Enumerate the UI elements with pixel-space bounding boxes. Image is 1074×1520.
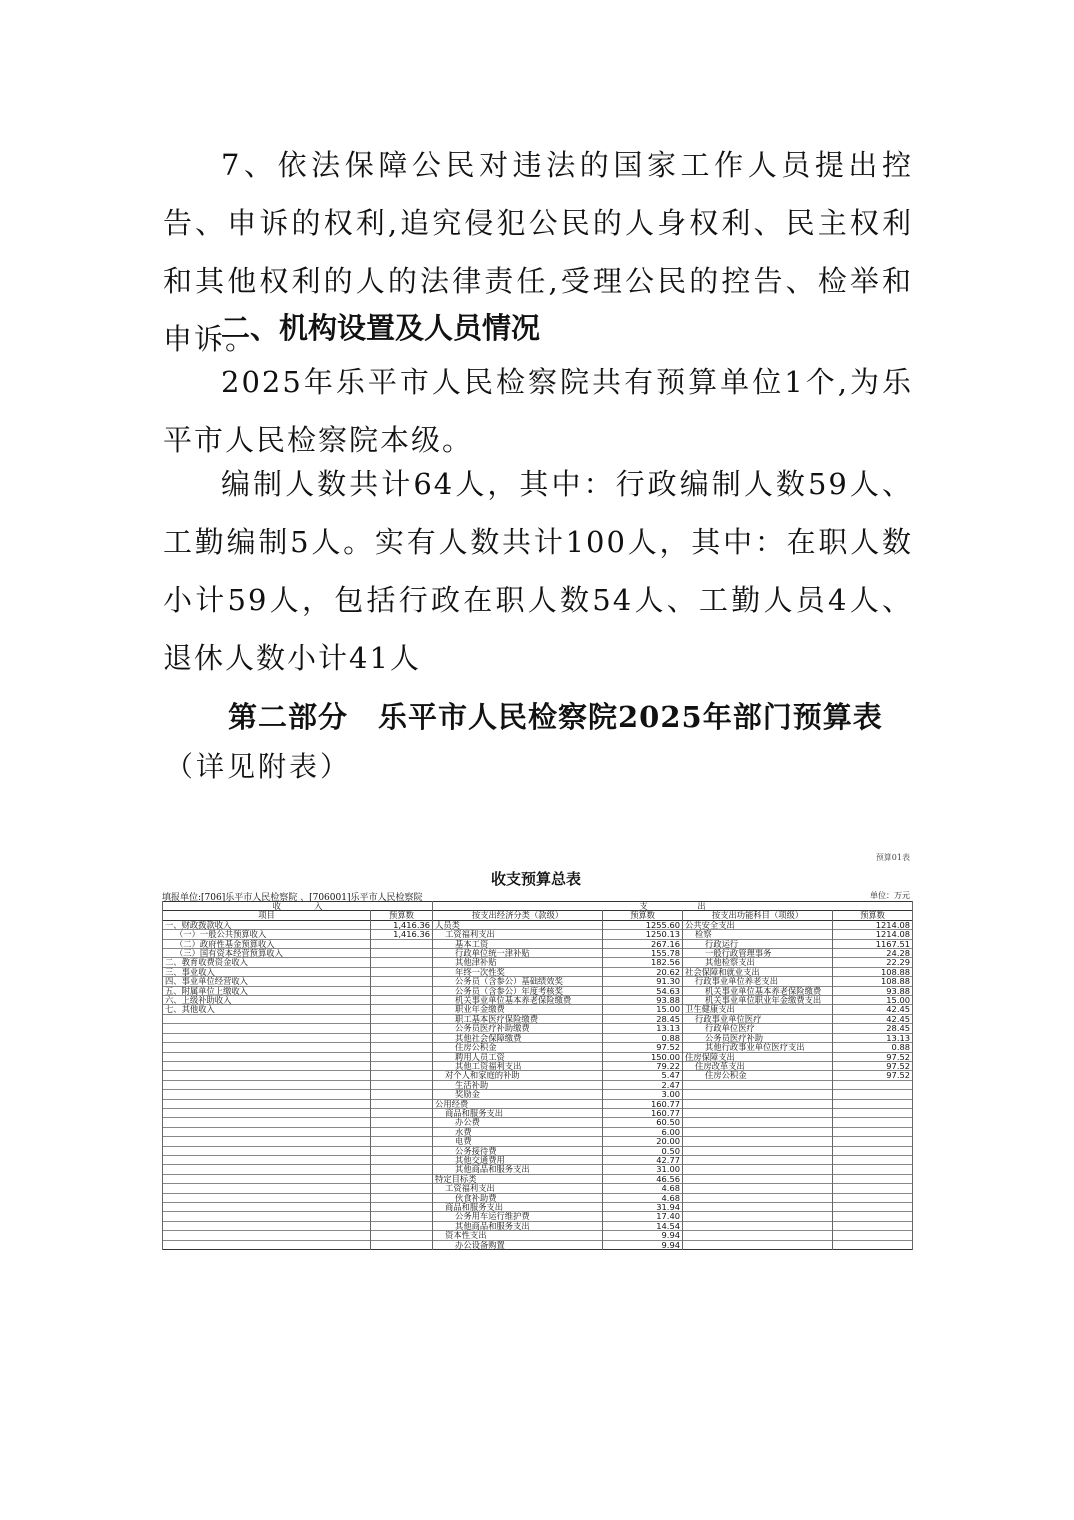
income-amount-cell bbox=[371, 1240, 433, 1249]
table-row bbox=[163, 1061, 913, 1070]
income-item-cell bbox=[163, 1080, 371, 1089]
func-class-cell: 公共安全支出 bbox=[683, 920, 833, 929]
func-amount-cell bbox=[833, 1231, 913, 1240]
econ-class-cell: 公务用车运行维护费 bbox=[433, 1212, 603, 1221]
income-amount-cell bbox=[371, 1155, 433, 1164]
income-item-cell bbox=[163, 1043, 371, 1052]
table-row bbox=[163, 1043, 913, 1052]
income-item-cell: 五、附属单位上缴收入 bbox=[163, 986, 371, 995]
table-row bbox=[163, 1099, 913, 1108]
econ-amount-cell: 42.77 bbox=[603, 1155, 683, 1164]
func-amount-cell bbox=[833, 1099, 913, 1108]
econ-class-cell: 资本性支出 bbox=[433, 1231, 603, 1240]
func-amount-cell: 0.88 bbox=[833, 1043, 913, 1052]
table-row bbox=[163, 1033, 913, 1042]
func-amount-cell bbox=[833, 1193, 913, 1202]
func-amount-cell: 13.13 bbox=[833, 1033, 913, 1042]
econ-class-cell: 行政单位统一津补贴 bbox=[433, 949, 603, 958]
econ-class-cell: 其他社会保障缴费 bbox=[433, 1033, 603, 1042]
func-class-cell: 检察 bbox=[683, 930, 833, 939]
econ-class-cell: 特定目标类 bbox=[433, 1174, 603, 1183]
econ-class-cell: 伙食补助费 bbox=[433, 1193, 603, 1202]
income-amount-cell bbox=[371, 1212, 433, 1221]
header-func-amount: 预算数 bbox=[833, 911, 913, 920]
func-amount-cell: 97.52 bbox=[833, 1061, 913, 1070]
func-amount-cell: 1214.08 bbox=[833, 930, 913, 939]
econ-class-cell: 职业年金缴费 bbox=[433, 1005, 603, 1014]
func-amount-cell: 97.52 bbox=[833, 1071, 913, 1080]
econ-class-cell: 电费 bbox=[433, 1137, 603, 1146]
econ-class-cell: 奖励金 bbox=[433, 1090, 603, 1099]
econ-amount-cell: 28.45 bbox=[603, 1014, 683, 1023]
func-amount-cell: 15.00 bbox=[833, 996, 913, 1005]
income-item-cell bbox=[163, 1033, 371, 1042]
func-class-cell: 机关事业单位职业年金缴费支出 bbox=[683, 996, 833, 1005]
func-amount-cell: 1214.08 bbox=[833, 920, 913, 929]
econ-amount-cell: 60.50 bbox=[603, 1118, 683, 1127]
table-row bbox=[163, 1014, 913, 1023]
econ-class-cell: 机关事业单位基本养老保险缴费 bbox=[433, 996, 603, 1005]
func-amount-cell bbox=[833, 1127, 913, 1136]
econ-class-cell: 生活补助 bbox=[433, 1080, 603, 1089]
income-amount-cell bbox=[371, 958, 433, 967]
func-class-cell bbox=[683, 1127, 833, 1136]
table-row bbox=[163, 1052, 913, 1061]
income-item-cell bbox=[163, 1099, 371, 1108]
econ-amount-cell: 3.00 bbox=[603, 1090, 683, 1099]
func-class-cell bbox=[683, 1212, 833, 1221]
part-two-title: 第二部分 乐平市人民检察院2025年部门预算表 bbox=[228, 700, 883, 734]
econ-class-cell: 对个人和家庭的补助 bbox=[433, 1071, 603, 1080]
income-item-cell: 三、事业收入 bbox=[163, 967, 371, 976]
table-row bbox=[163, 1193, 913, 1202]
table-title: 收支预算总表 bbox=[490, 870, 581, 888]
func-amount-cell bbox=[833, 1184, 913, 1193]
func-class-cell: 公务员医疗补助 bbox=[683, 1033, 833, 1042]
func-class-cell: 行政事业单位医疗 bbox=[683, 1014, 833, 1023]
econ-class-cell: 商品和服务支出 bbox=[433, 1108, 603, 1117]
econ-class-cell: 住房公积金 bbox=[433, 1043, 603, 1052]
econ-class-cell: 水费 bbox=[433, 1127, 603, 1136]
income-amount-cell bbox=[371, 1052, 433, 1061]
table-row bbox=[163, 1137, 913, 1146]
func-amount-cell: 24.28 bbox=[833, 949, 913, 958]
econ-amount-cell: 182.56 bbox=[603, 958, 683, 967]
econ-class-cell: 办公设备购置 bbox=[433, 1240, 603, 1249]
income-item-cell bbox=[163, 1127, 371, 1136]
income-amount-cell bbox=[371, 986, 433, 995]
func-class-cell: 其他检察支出 bbox=[683, 958, 833, 967]
func-class-cell bbox=[683, 1184, 833, 1193]
income-item-cell bbox=[163, 1052, 371, 1061]
econ-class-cell: 基本工资 bbox=[433, 939, 603, 948]
table-code: 预算01表 bbox=[875, 853, 910, 862]
econ-amount-cell: 13.13 bbox=[603, 1024, 683, 1033]
func-amount-cell bbox=[833, 1137, 913, 1146]
func-amount-cell bbox=[833, 1108, 913, 1117]
table-row bbox=[163, 1231, 913, 1240]
paragraph-item-7: 7、依法保障公民对违法的国家工作人员提出控告、申诉的权利,追究侵犯公民的人身权利、民主权利和其他权利的人的法律责任,受理公民的控告、检举和申诉。 bbox=[163, 148, 913, 356]
table-org: 填报单位:[706]乐平市人民检察院 、[706001]乐平市人民检察院 bbox=[162, 893, 423, 903]
budget-summary-table bbox=[162, 901, 913, 1250]
income-item-cell: 一、财政拨款收入 bbox=[163, 920, 371, 929]
income-amount-cell bbox=[371, 1174, 433, 1183]
income-amount-cell bbox=[371, 1108, 433, 1117]
income-item-cell bbox=[163, 1203, 371, 1212]
func-amount-cell bbox=[833, 1090, 913, 1099]
income-amount-cell bbox=[371, 1184, 433, 1193]
econ-amount-cell: 20.62 bbox=[603, 967, 683, 976]
table-group-header-row bbox=[163, 902, 913, 911]
table-row bbox=[163, 1090, 913, 1099]
table-row bbox=[163, 1203, 913, 1212]
income-amount-cell bbox=[371, 1080, 433, 1089]
econ-amount-cell: 2.47 bbox=[603, 1080, 683, 1089]
income-amount-cell bbox=[371, 1231, 433, 1240]
income-item-cell: （一）一般公共预算收入 bbox=[163, 930, 371, 939]
income-item-cell bbox=[163, 1212, 371, 1221]
econ-amount-cell: 54.63 bbox=[603, 986, 683, 995]
income-amount-cell bbox=[371, 1165, 433, 1174]
income-item-cell bbox=[163, 1090, 371, 1099]
func-class-cell bbox=[683, 1221, 833, 1230]
econ-class-cell: 公用经费 bbox=[433, 1099, 603, 1108]
econ-class-cell: 公务员医疗补助缴费 bbox=[433, 1024, 603, 1033]
income-amount-cell bbox=[371, 996, 433, 1005]
func-class-cell bbox=[683, 1155, 833, 1164]
econ-class-cell: 聘用人员工资 bbox=[433, 1052, 603, 1061]
econ-amount-cell: 0.88 bbox=[603, 1033, 683, 1042]
income-amount-cell bbox=[371, 1221, 433, 1230]
econ-amount-cell: 150.00 bbox=[603, 1052, 683, 1061]
econ-amount-cell: 31.00 bbox=[603, 1165, 683, 1174]
func-amount-cell bbox=[833, 1165, 913, 1174]
income-item-cell bbox=[163, 1184, 371, 1193]
econ-class-cell: 工资福利支出 bbox=[433, 1184, 603, 1193]
func-class-cell bbox=[683, 1231, 833, 1240]
income-item-cell: 六、上级补助收入 bbox=[163, 996, 371, 1005]
income-item-cell bbox=[163, 1024, 371, 1033]
econ-amount-cell: 91.30 bbox=[603, 977, 683, 986]
table-row bbox=[163, 1118, 913, 1127]
income-item-cell: 七、其他收入 bbox=[163, 1005, 371, 1014]
econ-amount-cell: 5.47 bbox=[603, 1071, 683, 1080]
econ-amount-cell: 160.77 bbox=[603, 1108, 683, 1117]
econ-amount-cell: 267.16 bbox=[603, 939, 683, 948]
table-row bbox=[163, 1165, 913, 1174]
income-item-cell bbox=[163, 1014, 371, 1023]
func-class-cell: 住房公积金 bbox=[683, 1071, 833, 1080]
income-item-cell bbox=[163, 1146, 371, 1155]
func-class-cell bbox=[683, 1118, 833, 1127]
income-amount-cell bbox=[371, 1137, 433, 1146]
table-row bbox=[163, 1108, 913, 1117]
econ-class-cell: 职工基本医疗保险缴费 bbox=[433, 1014, 603, 1023]
econ-class-cell: 其他津补贴 bbox=[433, 958, 603, 967]
table-row bbox=[163, 1146, 913, 1155]
income-item-cell bbox=[163, 1071, 371, 1080]
func-amount-cell: 22.29 bbox=[833, 958, 913, 967]
econ-class-cell: 其他商品和服务支出 bbox=[433, 1221, 603, 1230]
income-item-cell bbox=[163, 1108, 371, 1117]
table-row bbox=[163, 1221, 913, 1230]
income-item-cell bbox=[163, 1174, 371, 1183]
func-class-cell bbox=[683, 1193, 833, 1202]
income-amount-cell bbox=[371, 1061, 433, 1070]
income-amount-cell bbox=[371, 1043, 433, 1052]
func-amount-cell bbox=[833, 1080, 913, 1089]
econ-amount-cell: 97.52 bbox=[603, 1043, 683, 1052]
econ-class-cell: 其他商品和服务支出 bbox=[433, 1165, 603, 1174]
func-class-cell: 社会保障和就业支出 bbox=[683, 967, 833, 976]
func-amount-cell: 1167.51 bbox=[833, 939, 913, 948]
income-item-cell bbox=[163, 1231, 371, 1240]
table-row bbox=[163, 1212, 913, 1221]
func-class-cell: 机关事业单位基本养老保险缴费 bbox=[683, 986, 833, 995]
table-header-row bbox=[163, 911, 913, 920]
func-amount-cell bbox=[833, 1155, 913, 1164]
func-class-cell bbox=[683, 1240, 833, 1249]
econ-class-cell: 年终一次性奖 bbox=[433, 967, 603, 976]
table-row bbox=[163, 958, 913, 967]
income-item-cell: 四、事业单位经营收入 bbox=[163, 977, 371, 986]
table-unit: 单位：万元 bbox=[870, 891, 910, 900]
income-amount-cell bbox=[371, 1118, 433, 1127]
table-row bbox=[163, 949, 913, 958]
econ-amount-cell: 9.94 bbox=[603, 1231, 683, 1240]
econ-amount-cell: 4.68 bbox=[603, 1193, 683, 1202]
func-class-cell bbox=[683, 1137, 833, 1146]
table-row bbox=[163, 1071, 913, 1080]
func-amount-cell: 28.45 bbox=[833, 1024, 913, 1033]
table-row bbox=[163, 1184, 913, 1193]
income-amount-cell bbox=[371, 1033, 433, 1042]
header-func-class: 按支出功能科目（项级） bbox=[683, 911, 833, 920]
func-class-cell bbox=[683, 1090, 833, 1099]
header-econ-class: 按支出经济分类（款级） bbox=[433, 911, 603, 920]
table-row bbox=[163, 1024, 913, 1033]
income-item-cell bbox=[163, 1155, 371, 1164]
income-amount-cell: 1,416.36 bbox=[371, 930, 433, 939]
expense-group-header: 支 出 bbox=[433, 902, 913, 911]
econ-amount-cell: 4.68 bbox=[603, 1184, 683, 1193]
income-item-cell bbox=[163, 1118, 371, 1127]
table-row bbox=[163, 1080, 913, 1089]
econ-amount-cell: 17.40 bbox=[603, 1212, 683, 1221]
econ-class-cell: 办公费 bbox=[433, 1118, 603, 1127]
table-row bbox=[163, 996, 913, 1005]
func-class-cell: 行政运行 bbox=[683, 939, 833, 948]
func-amount-cell bbox=[833, 1203, 913, 1212]
income-item-cell bbox=[163, 1137, 371, 1146]
econ-class-cell: 其他交通费用 bbox=[433, 1155, 603, 1164]
func-amount-cell bbox=[833, 1174, 913, 1183]
econ-amount-cell: 160.77 bbox=[603, 1099, 683, 1108]
econ-amount-cell: 1250.13 bbox=[603, 930, 683, 939]
income-item-cell: （三）国有资本经营预算收入 bbox=[163, 949, 371, 958]
income-amount-cell bbox=[371, 1024, 433, 1033]
econ-amount-cell: 0.50 bbox=[603, 1146, 683, 1155]
func-class-cell: 其他行政事业单位医疗支出 bbox=[683, 1043, 833, 1052]
income-amount-cell bbox=[371, 1005, 433, 1014]
income-amount-cell bbox=[371, 1127, 433, 1136]
econ-amount-cell: 6.00 bbox=[603, 1127, 683, 1136]
func-class-cell bbox=[683, 1146, 833, 1155]
func-amount-cell bbox=[833, 1146, 913, 1155]
table-row bbox=[163, 967, 913, 976]
func-amount-cell: 42.45 bbox=[833, 1014, 913, 1023]
income-amount-cell bbox=[371, 1099, 433, 1108]
header-income-amount: 预算数 bbox=[371, 911, 433, 920]
econ-class-cell: 商品和服务支出 bbox=[433, 1203, 603, 1212]
func-class-cell bbox=[683, 1080, 833, 1089]
econ-amount-cell: 79.22 bbox=[603, 1061, 683, 1070]
income-amount-cell bbox=[371, 1203, 433, 1212]
func-amount-cell bbox=[833, 1212, 913, 1221]
table-row bbox=[163, 930, 913, 939]
income-amount-cell bbox=[371, 949, 433, 958]
income-item-cell bbox=[163, 1165, 371, 1174]
econ-amount-cell: 46.56 bbox=[603, 1174, 683, 1183]
func-class-cell: 行政单位医疗 bbox=[683, 1024, 833, 1033]
func-class-cell bbox=[683, 1108, 833, 1117]
func-class-cell bbox=[683, 1165, 833, 1174]
func-class-cell bbox=[683, 1174, 833, 1183]
table-row bbox=[163, 920, 913, 929]
budget-table-image bbox=[160, 850, 912, 1350]
table-row bbox=[163, 977, 913, 986]
econ-class-cell: 公务接待费 bbox=[433, 1146, 603, 1155]
table-row bbox=[163, 1240, 913, 1249]
income-amount-cell bbox=[371, 1090, 433, 1099]
econ-class-cell: 公务员（含参公）年度考核奖 bbox=[433, 986, 603, 995]
func-amount-cell bbox=[833, 1240, 913, 1249]
func-amount-cell bbox=[833, 1118, 913, 1127]
income-item-cell: 二、教育收费资金收入 bbox=[163, 958, 371, 967]
income-amount-cell bbox=[371, 967, 433, 976]
func-amount-cell: 93.88 bbox=[833, 986, 913, 995]
func-amount-cell: 42.45 bbox=[833, 1005, 913, 1014]
func-class-cell: 住房保障支出 bbox=[683, 1052, 833, 1061]
income-amount-cell bbox=[371, 977, 433, 986]
income-item-cell bbox=[163, 1193, 371, 1202]
income-amount-cell: 1,416.36 bbox=[371, 920, 433, 929]
econ-amount-cell: 1255.60 bbox=[603, 920, 683, 929]
func-class-cell bbox=[683, 1099, 833, 1108]
income-item-cell bbox=[163, 1240, 371, 1249]
table-row bbox=[163, 986, 913, 995]
econ-amount-cell: 155.78 bbox=[603, 949, 683, 958]
income-amount-cell bbox=[371, 1071, 433, 1080]
econ-amount-cell: 9.94 bbox=[603, 1240, 683, 1249]
income-amount-cell bbox=[371, 1146, 433, 1155]
table-row bbox=[163, 1005, 913, 1014]
income-amount-cell bbox=[371, 939, 433, 948]
func-class-cell: 卫生健康支出 bbox=[683, 1005, 833, 1014]
income-amount-cell bbox=[371, 1014, 433, 1023]
income-item-cell: （二）政府性基金预算收入 bbox=[163, 939, 371, 948]
header-income-item: 项目 bbox=[163, 911, 371, 920]
econ-class-cell: 人员类 bbox=[433, 920, 603, 929]
paragraph-staffing: 编制人数共计64人，其中：行政编制人数59人、工勤编制5人。实有人数共计100人，其中：在职人数小计59人，包括行政在职人数54人、工勤人员4人、退休人数小计41人 bbox=[163, 467, 913, 675]
func-amount-cell: 97.52 bbox=[833, 1052, 913, 1061]
table-row bbox=[163, 1127, 913, 1136]
table-row bbox=[163, 1155, 913, 1164]
func-class-cell: 住房改革支出 bbox=[683, 1061, 833, 1070]
econ-amount-cell: 20.00 bbox=[603, 1137, 683, 1146]
econ-class-cell: 其他工资福利支出 bbox=[433, 1061, 603, 1070]
econ-amount-cell: 14.54 bbox=[603, 1221, 683, 1230]
header-econ-amount: 预算数 bbox=[603, 911, 683, 920]
econ-class-cell: 工资福利支出 bbox=[433, 930, 603, 939]
income-item-cell bbox=[163, 1221, 371, 1230]
func-amount-cell: 108.88 bbox=[833, 967, 913, 976]
paragraph-budget-units: 2025年乐平市人民检察院共有预算单位1个,为乐平市人民检察院本级。 bbox=[163, 365, 913, 457]
table-row bbox=[163, 1174, 913, 1183]
econ-amount-cell: 93.88 bbox=[603, 996, 683, 1005]
func-class-cell: 一般行政管理事务 bbox=[683, 949, 833, 958]
income-item-cell bbox=[163, 1061, 371, 1070]
econ-amount-cell: 15.00 bbox=[603, 1005, 683, 1014]
econ-class-cell: 公务员（含参公）基础绩效奖 bbox=[433, 977, 603, 986]
econ-amount-cell: 31.94 bbox=[603, 1203, 683, 1212]
see-attachment-note: （详见附表） bbox=[165, 750, 352, 783]
func-amount-cell bbox=[833, 1221, 913, 1230]
income-group-header: 收 入 bbox=[163, 902, 433, 911]
table-row bbox=[163, 939, 913, 948]
func-class-cell bbox=[683, 1203, 833, 1212]
func-class-cell: 行政事业单位养老支出 bbox=[683, 977, 833, 986]
income-amount-cell bbox=[371, 1193, 433, 1202]
section-heading-organization: 二、机构设置及人员情况 bbox=[221, 311, 541, 345]
func-amount-cell: 108.88 bbox=[833, 977, 913, 986]
